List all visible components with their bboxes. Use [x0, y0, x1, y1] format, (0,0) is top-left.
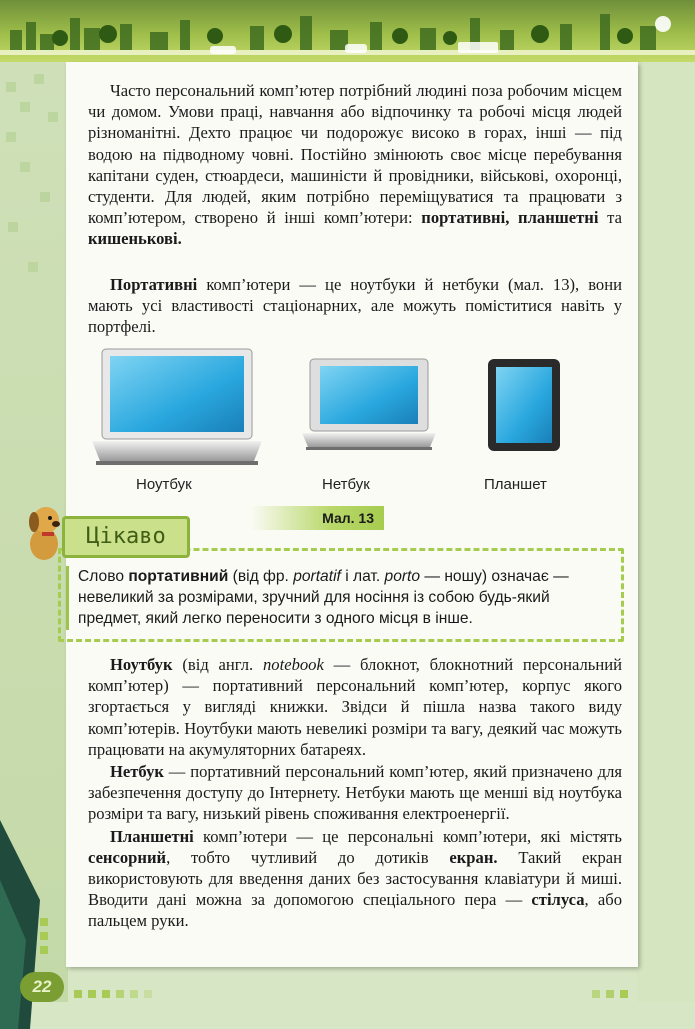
left-pixel-pattern — [0, 62, 68, 562]
info-text: Слово портативний (від фр. portatif і лат. porto — ношу) означає — невеликий за розмірами, зручний для носіння із собою будь-який предмет, який легко переносити з одного місця в інше. — [78, 568, 569, 627]
tablet-paragraph: Планшетні комп’ютери — це персональні комп’ютери, які містять сенсорний, тобто чутливий до дотиків екран. Такий екран використовують для введення даних без застосування клавіатури й миші. Вводити дані можна за допомогою спеціального пера — стілуса, або пальцем руки. — [88, 826, 622, 931]
intro-text — [88, 80, 622, 250]
netbook-image — [302, 359, 436, 450]
notebook-image — [92, 349, 262, 465]
cikavo-badge: Цікаво — [62, 516, 190, 558]
caption-netbook: Нетбук — [322, 476, 370, 493]
header-banner — [0, 0, 695, 62]
notebook-paragraph: Ноутбук (від англ. notebook — блокнот, блокнотний персональний комп’ютер) — портативний персональний комп’ютер, корпус якого згортається у вигляді книжки. Звідси й пішла назва такого виду комп’ютерів. Ноутбуки мають невеликі розміри та вагу, деякий час можуть працювати на акумуляторних батареях. — [88, 655, 622, 759]
right-margin — [637, 62, 695, 1002]
portable-paragraph: Портативні комп’ютери — це ноутбуки й нетбуки (мал. 13), вони мають усі властивості стаціонарних, але можуть поміститися навіть у портфелі. — [88, 275, 622, 337]
device-illustrations — [88, 345, 628, 470]
caption-tablet: Планшет — [484, 476, 547, 493]
figure-label: Мал. 13 — [250, 506, 384, 530]
intro-paragraph: Часто персональний комп’ютер потрібний людині поза робочим місцем чи домом. Умови праці, навчання або відпочинку та робочі місця людей різноманітні. Дехто працює чи подорожує високо в горах, інші — під водою на підводному човні. Постійно змінюють своє місце перебування капітани суден, стюардеси, машиністи й провідники, військові, охоронці, студенти. Для людей, яким потрібно переміщуватися та працювати з комп’ютером, створено й інші комп’ютери: портативні, планшетні та кишенькові. — [88, 81, 623, 249]
dog-mascot-icon — [22, 500, 66, 562]
cityscape-illustration — [0, 0, 695, 62]
portable-text — [88, 274, 622, 338]
definitions-text — [88, 654, 622, 932]
page-number: 22 — [20, 972, 64, 1002]
info-accent-bar — [66, 566, 69, 630]
netbook-paragraph: Нетбук — портативний персональний комп’ютер, який призначено для забезпечення доступу до Інтернету. Нетбуки мають ще менші від ноутбука розміри та вагу, низький рівень споживання електроенергії. — [88, 762, 622, 824]
tablet-image — [488, 359, 560, 451]
caption-notebook: Ноутбук — [136, 476, 192, 493]
